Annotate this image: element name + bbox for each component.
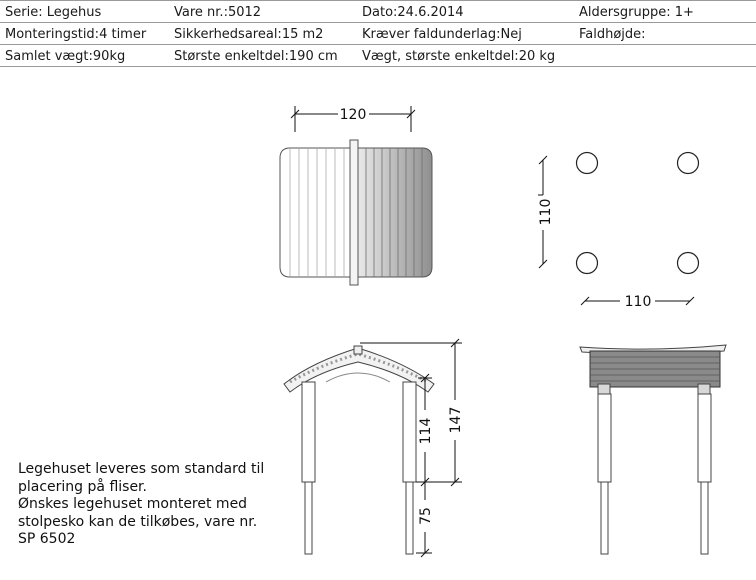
post-circle — [577, 153, 598, 174]
post-circle — [577, 253, 598, 274]
spec-row-3 — [0, 45, 756, 67]
total-height-label: 147 — [448, 406, 464, 434]
largest-part-weight-cell: Vægt, største enkeltdel:20 kg — [362, 49, 556, 64]
surfacing-required-cell: Kræver faldunderlag:Nej — [362, 27, 522, 42]
front-post-lower — [305, 482, 312, 554]
front-post-upper — [403, 382, 416, 482]
lower-height-label: 75 — [418, 507, 434, 525]
side-elevation — [580, 345, 726, 554]
post-width-label: 110 — [624, 294, 652, 310]
ridge-board — [350, 140, 358, 285]
item-number-cell: Vare nr.:5012 — [174, 5, 262, 20]
roof-top-view — [280, 106, 432, 285]
front-post-lower — [406, 482, 413, 554]
note-line: placering på fliser. — [18, 478, 147, 495]
upper-height-label: 114 — [418, 417, 434, 445]
side-post-upper — [698, 394, 711, 482]
post-circle — [678, 253, 699, 274]
top-width-label: 120 — [339, 107, 367, 123]
post-circle — [678, 153, 699, 174]
side-post-lower — [601, 482, 608, 554]
spec-row-2 — [0, 23, 756, 45]
front-post-upper — [302, 382, 315, 482]
spec-row-1 — [0, 1, 756, 23]
note-line: Ønskes legehuset monteret med — [18, 496, 248, 512]
largest-part-cell: Største enkeltdel:190 cm — [174, 49, 338, 64]
age-group-cell: Aldersgruppe: 1+ — [579, 5, 694, 20]
assembly-time-cell: Monteringstid:4 timer — [5, 27, 147, 42]
safety-area-cell: Sikkerhedsareal:15 m2 — [174, 27, 324, 42]
note-line: SP 6502 — [18, 531, 76, 547]
front-elevation — [284, 339, 464, 557]
total-weight-cell: Samlet vægt:90kg — [5, 49, 126, 64]
spec-table — [0, 0, 756, 66]
post-plan — [538, 153, 699, 311]
side-post-upper — [598, 394, 611, 482]
date-cell: Dato:24.6.2014 — [362, 5, 464, 20]
fall-height-cell: Faldhøjde: — [579, 27, 646, 42]
note-line: Legehuset leveres som standard til — [18, 461, 265, 477]
series-cell: Serie: Legehus — [5, 5, 102, 20]
installation-note — [18, 461, 264, 549]
side-post-lower — [701, 482, 708, 554]
post-depth-label: 110 — [538, 198, 554, 226]
note-line: stolpesko kan de tilkøbes, vare nr. — [18, 513, 258, 530]
